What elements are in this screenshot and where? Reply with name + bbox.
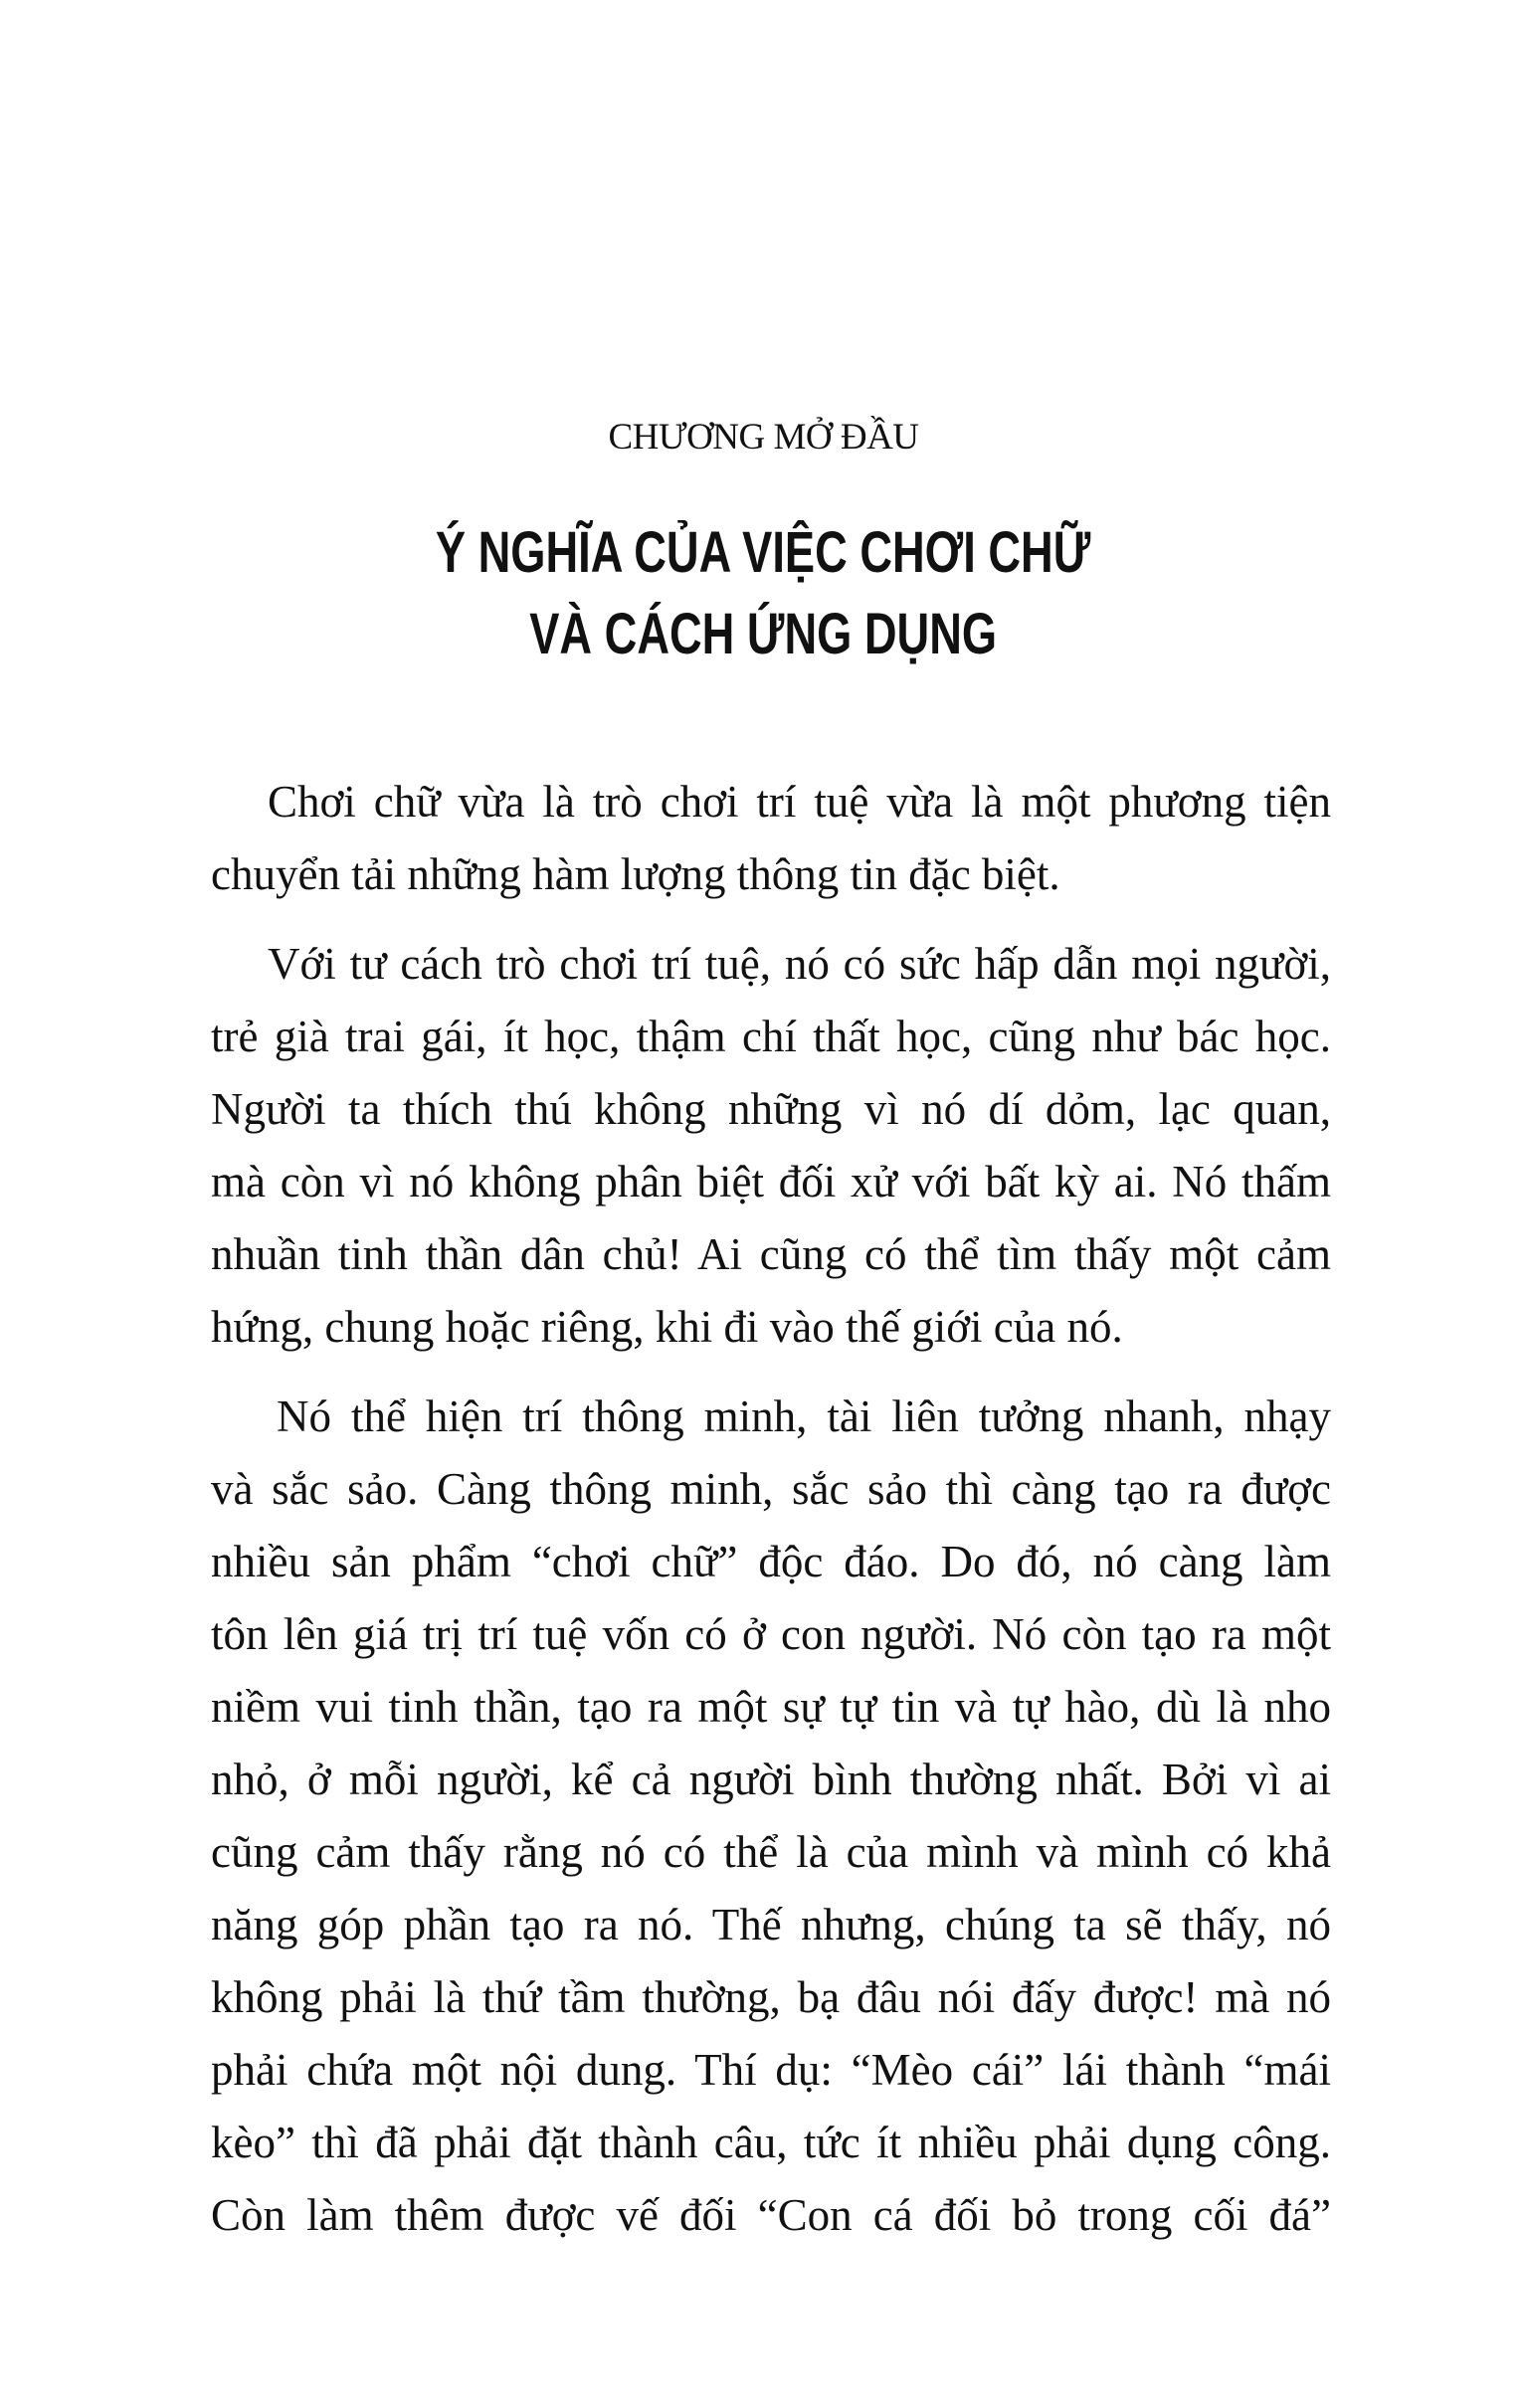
text-line: hứng, chung hoặc riêng, khi đi vào thế giới của nó. xyxy=(211,1302,1123,1352)
paragraph xyxy=(211,1381,1331,2252)
text-line: nhuần tinh thần dân chủ! Ai cũng có thể tìm thấy một cảm xyxy=(211,1229,1331,1279)
text-line: Nó thể hiện trí thông minh, tài liên tưởng nhanh, nhạy xyxy=(277,1391,1331,1441)
text-line: trẻ già trai gái, ít học, thậm chí thất học, cũng như bác học. xyxy=(211,1012,1331,1061)
text-line: và sắc sảo. Càng thông minh, sắc sảo thì càng tạo ra được xyxy=(211,1464,1331,1514)
text-line: Chơi chữ vừa là trò chơi trí tuệ vừa là một phương tiện xyxy=(268,777,1331,827)
text-line: không phải là thứ tầm thường, bạ đâu nói đấy được! mà nó xyxy=(211,1972,1331,2022)
text-line: Người ta thích thú không những vì nó dí dỏm, lạc quan, xyxy=(211,1084,1331,1134)
text-line: nhỏ, ở mỗi người, kể cả người bình thường nhất. Bởi vì ai xyxy=(211,1755,1331,1804)
text-line: Với tư cách trò chơi trí tuệ, nó có sức hấp dẫn mọi người, xyxy=(268,939,1331,989)
text-line: năng góp phần tạo ra nó. Thế nhưng, chúng ta sẽ thấy, nó xyxy=(211,1900,1331,1949)
chapter-title xyxy=(0,512,1527,675)
text-line: tôn lên giá trị trí tuệ vốn có ở con người. Nó còn tạo ra một xyxy=(211,1609,1331,1659)
text-line: chuyển tải những hàm lượng thông tin đặc biệt. xyxy=(211,849,1060,899)
chapter-title-line-2: VÀ CÁCH ỨNG DỤNG xyxy=(529,602,998,666)
body-text xyxy=(211,766,1331,2252)
text-line: cũng cảm thấy rằng nó có thể là của mình và mình có khả xyxy=(211,1827,1331,1877)
chapter-label: CHƯƠNG MỞ ĐẦU xyxy=(608,417,919,458)
text-line: kèo” thì đã phải đặt thành câu, tức ít nhiều phải dụng công. xyxy=(211,2118,1331,2167)
text-line: niềm vui tinh thần, tạo ra một sự tự tin và tự hào, dù là nho xyxy=(211,1682,1331,1732)
text-line: nhiều sản phẩm “chơi chữ” độc đáo. Do đó, nó càng làm xyxy=(211,1537,1331,1586)
chapter-title-line-1: Ý NGHĨA CỦA VIỆC CHƠI CHỮ xyxy=(436,520,1091,585)
text-line: Còn làm thêm được vế đối “Con cá đối bỏ trong cối đá” xyxy=(211,2190,1331,2240)
text-line: phải chứa một nội dung. Thí dụ: “Mèo cái” lái thành “mái xyxy=(211,2045,1331,2095)
paragraph xyxy=(211,766,1331,911)
text-line: mà còn vì nó không phân biệt đối xử với bất kỳ ai. Nó thấm xyxy=(211,1157,1331,1206)
paragraph xyxy=(211,928,1331,1364)
